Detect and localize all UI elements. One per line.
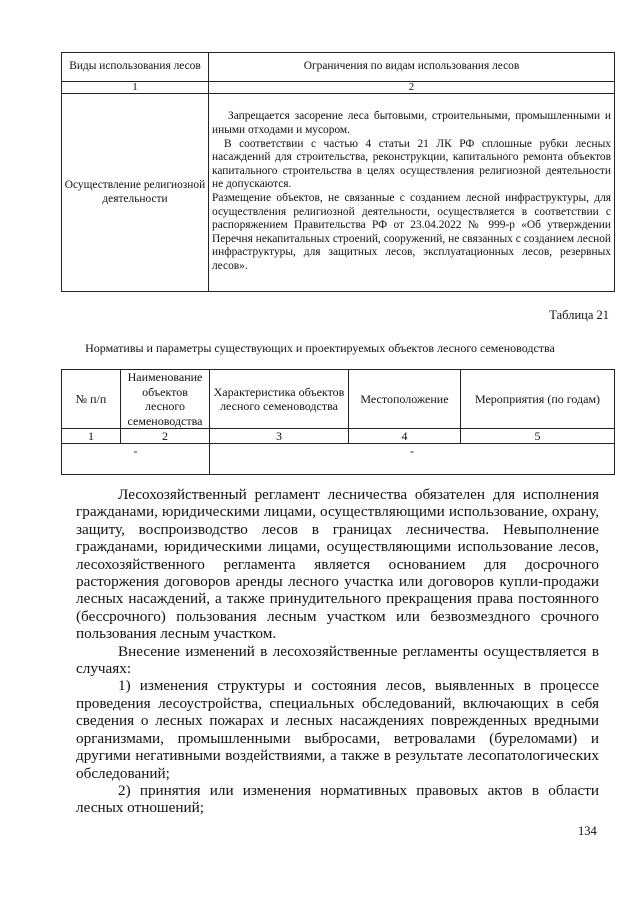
column-number-cell: 1 [62,82,209,94]
dash-cell: - [62,444,210,475]
column-number-cell: 3 [210,429,349,444]
body-paragraph: Внесение изменений в лесохозяйственные регламенты осуществляется в случаях: [76,642,599,678]
restriction-paragraph: Размещение объектов, не связанные с созданием лесной инфраструктуры, для осуществления религиозной деятельности, осуществляется в соответствии с распоряжением Правительства РФ от 23.04.2022 № 999-р «Об утверждении Перечня некапитальных строений, сооружений, не связанных с созданием лесной инфраструктуры, для защитных лесов, эксплуатационных лесов, резервных лесов». [212,192,611,272]
header-cell-activities: Мероприятия (по годам) [461,370,615,429]
table-header-row [62,53,615,82]
table-row [62,444,615,475]
body-text [76,486,599,817]
table-label: Таблица 21 [549,308,609,322]
forest-use-restrictions-table [61,52,615,292]
body-paragraph: 2) принятия или изменения нормативных правовых актов в области лесных отношений; [76,781,599,817]
table-title: Нормативы и параметры существующих и проектируемых объектов лесного семеноводства [85,341,555,355]
body-paragraph: Лесохозяйственный регламент лесничества обязателен для исполнения гражданами, юридическими лицами, осуществляющими использование, охрану, защиту, воспроизводство лесов в границах лесничества. Невыполнение гражданами, юридическими лицами, осуществляющими использование лесов, лесохозяйственного регламента является основанием для досрочного расторжения договоров аренды лесного участка или договоров купли-продажи лесных насаждений, а также принудительного прекращения права постоянного (бессрочного) пользования лесным участком или безвозмездного срочного пользования лесным участком. [76,486,599,643]
header-cell-use-type: Виды использования лесов [62,53,209,82]
body-paragraph: 1) изменения структуры и состояния лесов, выявленных в процессе проведения лесоустройства, специальных обследований, включающих в себя сведения о лесных пожарах и лесных насаждениях поврежденных вредными организмами, промышленными выбросами, ветровалами (буреломами) и другими негативными воздействиями, а также в результате лесопатологических обследований; [76,677,599,782]
header-cell-restrictions: Ограничения по видам использования лесов [209,53,615,82]
dash-cell: - [210,444,615,475]
table-number-row [62,429,615,444]
header-cell-name: Наименование объектов лесного семеноводства [121,370,210,429]
use-type-cell: Осуществление религиозной деятельности [62,94,209,292]
seed-objects-table [61,369,615,475]
table-header-row [62,370,615,429]
table-row [62,94,615,292]
column-number-cell: 5 [461,429,615,444]
restriction-paragraph: Запрещается засорение леса бытовыми, строительными, промышленными и иными отходами и мусором. [212,110,611,137]
table-number-row [62,82,615,94]
column-number-cell: 2 [121,429,210,444]
restrictions-cell [209,94,615,292]
header-cell-location: Местоположение [349,370,461,429]
header-cell-number: № п/п [62,370,121,429]
page-number: 134 [578,824,597,838]
column-number-cell: 4 [349,429,461,444]
restriction-paragraph: В соответствии с частью 4 статьи 21 ЛК РФ сплошные рубки лесных насаждений для строительства, реконструкции, капитального ремонта объектов капитального строительства в целях осуществления религиозной деятельности не допускаются. [212,137,611,191]
column-number-cell: 2 [209,82,615,94]
column-number-cell: 1 [62,429,121,444]
header-cell-characteristics: Характеристика объектов лесного семеноводства [210,370,349,429]
